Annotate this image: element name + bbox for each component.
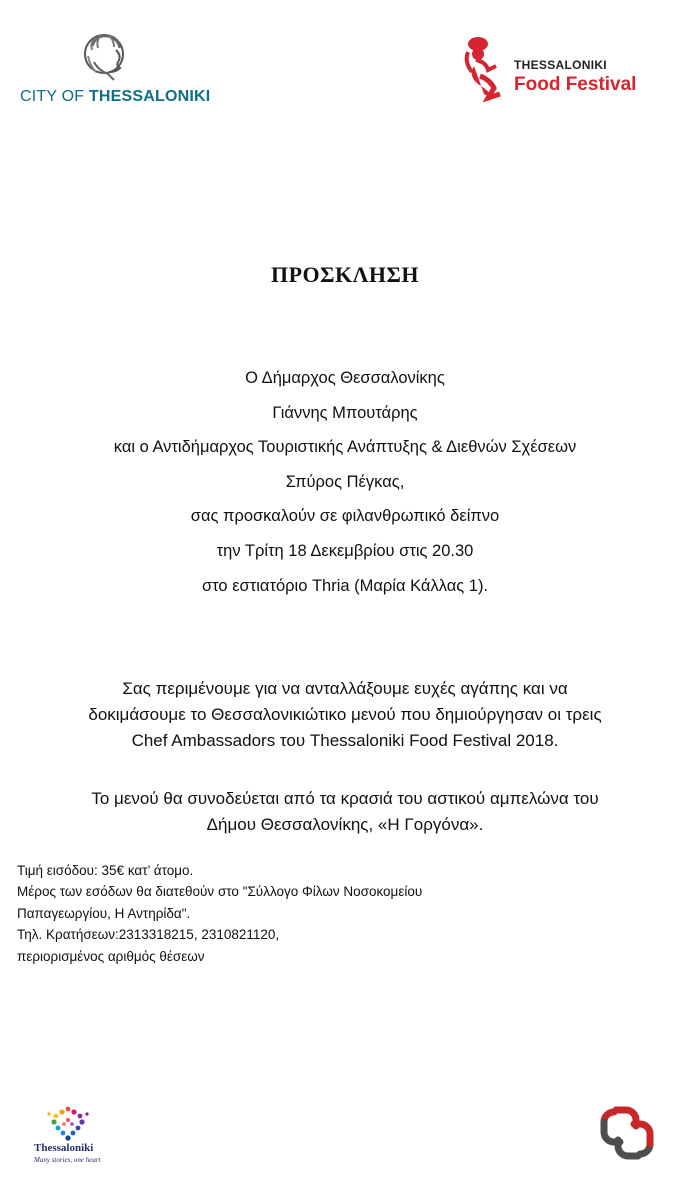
mermaid-chef-icon xyxy=(460,36,512,102)
invitation-line: την Τρίτη 18 Δεκεμβρίου στις 20.30 xyxy=(216,541,474,560)
invitation-line: και ο Αντιδήμαρχος Τουριστικής Ανάπτυξης & Διεθνών Σχέσεων xyxy=(113,438,577,457)
paragraph-line: Chef Ambassadors του Thessaloniki Food Festival 2018. xyxy=(131,731,559,750)
greeting-paragraph xyxy=(0,676,690,754)
city-logo-wordmark: CITY OF THESSALONIKI xyxy=(20,88,211,105)
invitation-text-block xyxy=(0,368,690,610)
invitation-line: Σπύρος Πέγκας, xyxy=(285,472,405,491)
paragraph-line: Σας περιμένουμε για να ανταλλάξουμε ευχές αγάπης και να xyxy=(122,679,568,698)
city-of-thessaloniki-logo xyxy=(18,28,211,108)
invitation-title: ΠΡΟΣΚΛΗΣΗ xyxy=(270,262,420,287)
paragraph-line: Το μενού θα συνοδεύεται από τα κρασιά του αστικού αμπελώνα του xyxy=(91,789,599,808)
dotted-heart-icon xyxy=(34,1104,104,1142)
invitation-line: στο εστιατόριο Thria (Μαρία Κάλλας 1). xyxy=(201,576,489,595)
event-details xyxy=(17,860,422,967)
tourism-logo-name: Thessaloniki xyxy=(34,1142,94,1154)
details-line: περιορισμένος αριθμός θέσεων xyxy=(17,948,205,964)
invitation-line: Ο Δήμαρχος Θεσσαλονίκης xyxy=(245,369,445,387)
wine-paragraph xyxy=(0,786,690,838)
paragraph-line: Δήμου Θεσσαλονίκης, «Η Γοργόνα». xyxy=(206,815,484,834)
invitation-line: σας προσκαλούν σε φιλανθρωπικό δείπνο xyxy=(190,507,500,526)
details-line: Τιμή εισόδου: 35€ κατ’ άτομο. xyxy=(17,863,194,878)
thessaloniki-tourism-logo xyxy=(34,1104,114,1168)
festival-logo-line1: THESSALONIKI xyxy=(514,58,607,72)
interlocking-chain-icon xyxy=(594,1100,660,1166)
details-line: Μέρος των εσόδων θα διατεθούν στο "Σύλλογο Φίλων Νοσοκομείου xyxy=(17,884,423,900)
details-line: Παπαγεωργίου, Η Αντηρίδα". xyxy=(17,905,191,921)
tourism-logo-slogan: Many stories, one heart xyxy=(34,1156,101,1164)
invitation-line: Γιάννης Μπουτάρης xyxy=(272,403,418,422)
festival-logo-line2: Food Festival xyxy=(514,74,637,95)
alexander-head-icon xyxy=(78,28,132,84)
details-line: Τηλ. Κρατήσεων:2313318215, 2310821120, xyxy=(17,927,280,943)
paragraph-line: δοκιμάσουμε το Θεσσαλονικιώτικο μενού που δημιούργησαν οι τρεις xyxy=(88,705,602,724)
food-festival-logo xyxy=(460,36,670,106)
